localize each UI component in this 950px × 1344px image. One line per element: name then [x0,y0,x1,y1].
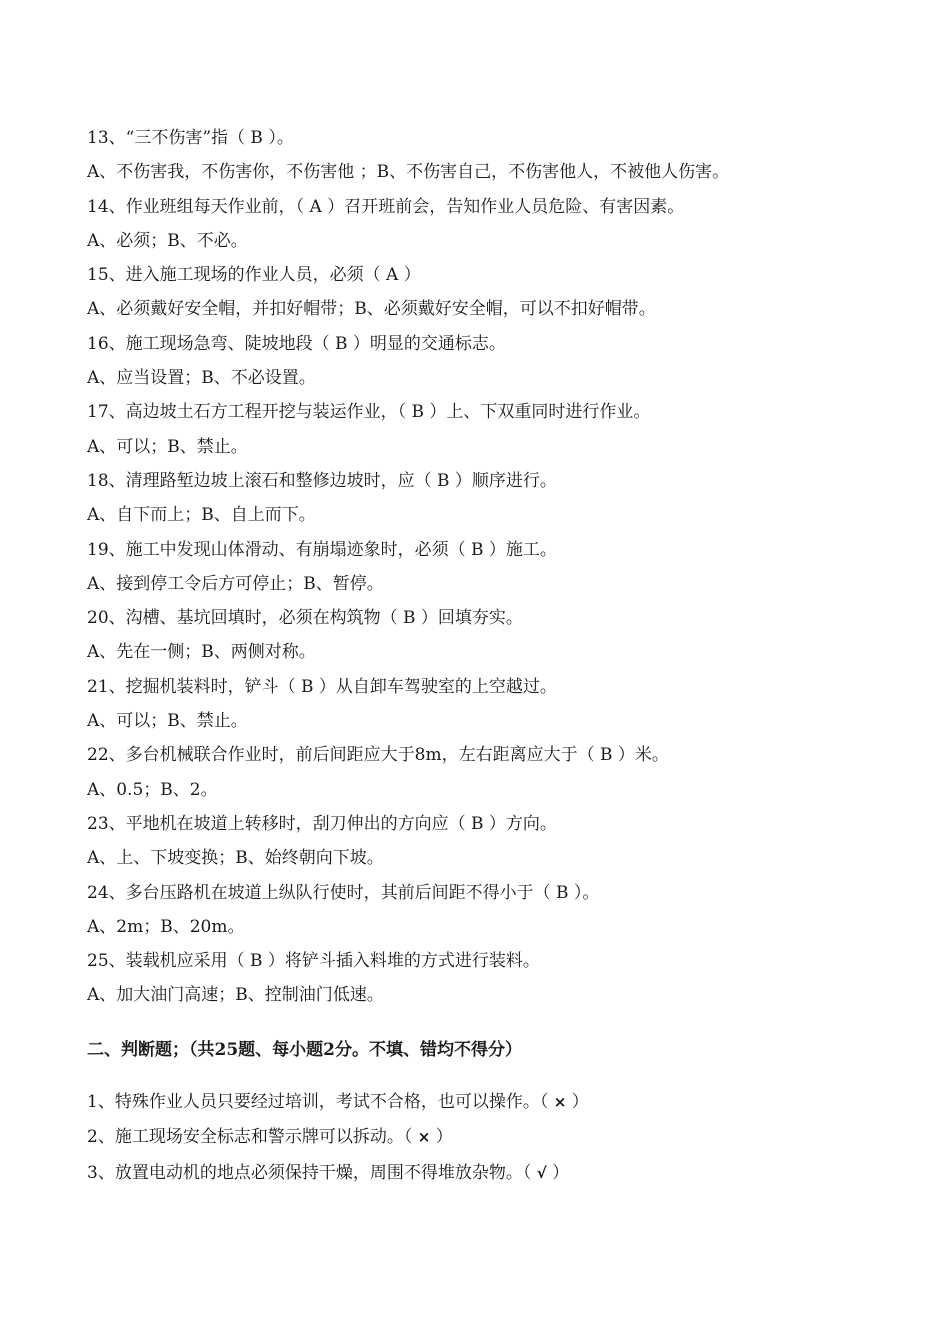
question-18: 18、清理路堑边坡上滚石和整修边坡时，应（ B ）顺序进行。 [87,470,557,491]
options-19: A、接到停工令后方可停止；B、暂停。 [87,573,384,594]
question-20: 20、沟槽、基坑回填时，必须在构筑物（ B ）回填夯实。 [87,608,523,629]
judgement-item-1 [87,1085,877,1121]
options-21: A、可以；B、禁止。 [87,711,248,732]
choice-questions [87,121,877,1013]
question-25: 25、装载机应采用（ B ）将铲斗插入料堆的方式进行装料。 [87,951,540,972]
question-15: 15、进入施工现场的作业人员，必须（ A ） [87,265,421,286]
judgement-text: 2、施工现场安全标志和警示牌可以拆动。（ [87,1127,413,1148]
options-17: A、可以；B、禁止。 [87,436,248,457]
options-20: A、先在一侧；B、两侧对称。 [87,642,316,663]
question-13: 13、“三不伤害”指（ B ）。 [87,128,294,148]
judgement-close: ） [571,1091,589,1112]
question-19: 19、施工中发现山体滑动、有崩塌迹象时，必须（ B ）施工。 [87,539,557,560]
options-22: A、0.5；B、2。 [87,779,218,800]
judgement-text: 1、特殊作业人员只要经过培训，考试不合格，也可以操作。（ [87,1091,549,1112]
judgement-close: ） [435,1127,453,1148]
options-13: A、不伤害我，不伤害你，不伤害他 ；B、不伤害自己，不伤害他人，不被他人伤害。 [87,162,730,183]
judgement-item-3 [87,1156,877,1192]
options-15: A、必须戴好安全帽，并扣好帽带；B、必须戴好安全帽，可以不扣好帽带。 [87,299,656,320]
options-24: A、2m；B、20m。 [87,916,245,937]
question-21: 21、挖掘机装料时，铲斗（ B ）从自卸车驾驶室的上空越过。 [87,676,557,697]
judgement-close: ） [552,1162,570,1183]
question-14: 14、作业班组每天作业前，（ A ）召开班前会，告知作业人员危险、有害因素。 [87,196,685,217]
judgement-item-2 [87,1120,877,1156]
judgement-questions [87,1085,877,1192]
options-16: A、应当设置；B、不必设置。 [87,368,316,389]
judgement-text: 3、放置电动机的地点必须保持干燥，周围不得堆放杂物。（ [87,1162,532,1183]
document-content [87,121,877,1191]
section-heading: 二、判断题；（共25题、每小题2分。不填、错均不得分） [87,1039,522,1060]
options-23: A、上、下坡变换；B、始终朝向下坡。 [87,848,384,869]
question-22: 22、多台机械联合作业时，前后间距应大于8m，左右距离应大于（ B ）米。 [87,745,669,766]
options-25: A、加大油门高速；B、控制油门低速。 [87,985,384,1006]
cross-mark-icon: × [553,1092,567,1111]
check-mark-icon: √ [536,1163,547,1182]
question-16: 16、施工现场急弯、陡坡地段（ B ）明显的交通标志。 [87,333,506,354]
question-17: 17、高边坡土石方工程开挖与装运作业，（ B ）上、下双重同时进行作业。 [87,402,651,423]
question-23: 23、平地机在坡道上转移时，刮刀伸出的方向应（ B ）方向。 [87,813,557,834]
options-14: A、必须；B、不必。 [87,230,248,251]
question-24: 24、多台压路机在坡道上纵队行使时，其前后间距不得小于（ B ）。 [87,882,600,903]
options-18: A、自下而上；B、自上而下。 [87,505,316,526]
cross-mark-icon: × [417,1128,431,1147]
